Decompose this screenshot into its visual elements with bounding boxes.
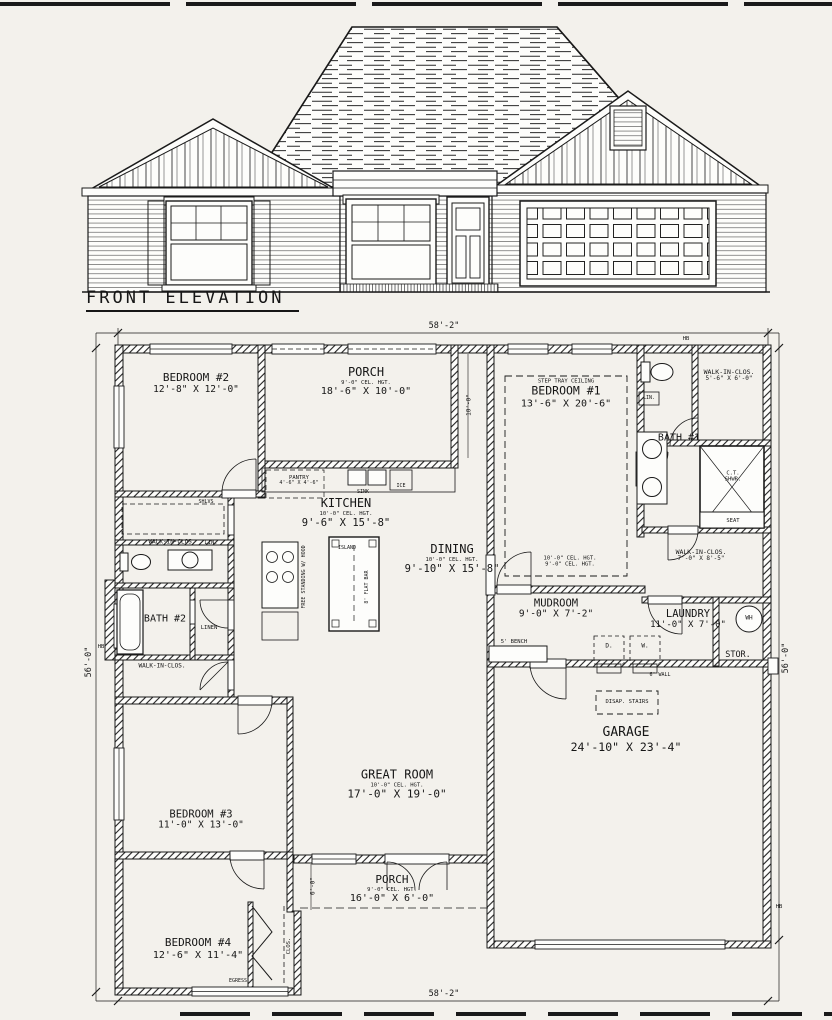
- room-label-kitchen: KITCHEN 10'-0" CEL. HGT. 9'-6" X 15'-8": [301, 495, 391, 530]
- label-ice: ICE: [396, 483, 406, 490]
- room-label-walkin2: WALK-IN-CLOS. 7'-0" X 8'-5": [675, 547, 727, 563]
- room-label-bedroom1: STEP TRAY CEILING BEDROOM #1 13'-6" X 20'-6": [520, 378, 612, 410]
- room-label-porch-top: PORCH 9'-0" CEL. HGT. 18'-6" X 10'-0": [320, 365, 412, 398]
- dim-top: 58'-2": [428, 321, 460, 332]
- entry-door: [447, 197, 489, 289]
- label-range: FREE STANDING W/ HOOD: [301, 545, 308, 609]
- room-label-dining: DINING 10'-0" CEL. HGT. 9'-10" X 15'-8": [404, 541, 500, 576]
- label-shelves: SHLVS: [198, 499, 214, 506]
- range-fixture: [262, 542, 298, 608]
- room-label-walkin1: WALK-IN-CLOS. 5'-6" X 6'-0": [703, 367, 755, 383]
- bifold-door: [252, 906, 272, 980]
- elevation-title: FRONT ELEVATION: [86, 288, 299, 312]
- porch-bottom-depth-dim: 6'-0": [309, 876, 317, 896]
- left-window: [148, 197, 270, 291]
- garage-door: [520, 201, 716, 286]
- label-egress: EGRESS: [228, 978, 248, 985]
- entry-window: [343, 195, 439, 285]
- room-label-bath2: BATH #2: [143, 613, 187, 625]
- mudroom-bench: [489, 646, 547, 662]
- label-flat-bar: 8' FLAT BAR: [364, 570, 371, 604]
- label-bench: 5' BENCH: [500, 638, 528, 645]
- hose-bib-top: HB: [682, 335, 690, 342]
- label-wall-note: 6' WALL: [649, 672, 671, 679]
- label-closet-bedroom4: CLOS.: [285, 937, 292, 955]
- dim-bottom: 58'-2": [428, 989, 460, 1000]
- room-label-bedroom3: BEDROOM #3 11'-0" X 13'-0": [158, 808, 244, 831]
- label-island: ISLAND: [337, 545, 357, 552]
- shutter-right: [254, 201, 270, 285]
- room-label-mudroom: MUDROOM 9'-0" X 7'-2": [518, 597, 594, 620]
- toilet-fixture-bath2: [120, 553, 151, 571]
- room-label-bedroom2: BEDROOM #2 12'-8" X 12'-0": [153, 371, 239, 395]
- closet-rod: [122, 504, 224, 534]
- label-washer: W.: [641, 642, 649, 650]
- label-attic-stairs: DISAP. STAIRS: [605, 698, 649, 705]
- vanity-bath2: [168, 550, 212, 570]
- room-label-garage: GARAGE 24'-10" X 23'-4": [570, 724, 682, 754]
- room-label-laundry: LAUNDRY 11'-0" X 7'-0": [650, 607, 726, 630]
- label-seat: SEAT: [726, 517, 740, 524]
- label-shower: C.T. SHWR.: [724, 470, 742, 483]
- shower-bath1: [700, 446, 764, 528]
- label-linen-bath1: LIN.: [642, 395, 656, 402]
- room-label-bedroom4: BEDROOM #4 12'-6" X 11'-4": [152, 935, 244, 961]
- room-label-porch-bottom: PORCH 9'-0" CEL. HGT. 16'-0" X 6'-0": [349, 872, 435, 904]
- label-water-heater: WH: [745, 614, 753, 622]
- dim-left: 56'-0": [84, 646, 95, 678]
- toilet-fixture-bath1: [641, 362, 673, 382]
- label-sink: SINK: [356, 489, 370, 496]
- room-label-bath1: BATH #1: [657, 432, 701, 444]
- fixtures: [117, 354, 764, 986]
- room-label-pantry: PANTRY 4'-6" X 4'-6": [279, 474, 319, 487]
- dim-right: 56'-0": [781, 642, 792, 674]
- label-linen-closet: LINEN: [200, 624, 218, 631]
- kitchen-sink: [348, 470, 386, 485]
- porch-step: [340, 284, 498, 292]
- base-cabinet: [262, 612, 298, 640]
- porch-depth-dim: 10'-0": [465, 394, 473, 416]
- room-label-great-room: GREAT ROOM 10'-0" CEL. HGT. 17'-0" X 19'-0": [347, 767, 447, 801]
- floor-plan-linework: [92, 328, 832, 1014]
- label-walkin-hall: WALK-IN-CLOS.: [148, 538, 196, 546]
- label-dryer: D.: [605, 642, 613, 650]
- label-lin-hall: LIN.: [204, 539, 218, 546]
- tub-bath2: [117, 590, 143, 654]
- label-storage: STOR.: [725, 650, 751, 661]
- shutter-left: [148, 201, 164, 285]
- label-walkin3: WALK-IN-CLOS.: [138, 662, 186, 670]
- ceiling-notes-bedroom1: 10'-0" CEL. HGT. 9'-0" CEL. HGT.: [543, 555, 597, 568]
- front-elevation-drawing: [0, 4, 832, 292]
- hose-bib-left: HB: [97, 643, 105, 650]
- hose-bib-right: HB: [775, 903, 783, 910]
